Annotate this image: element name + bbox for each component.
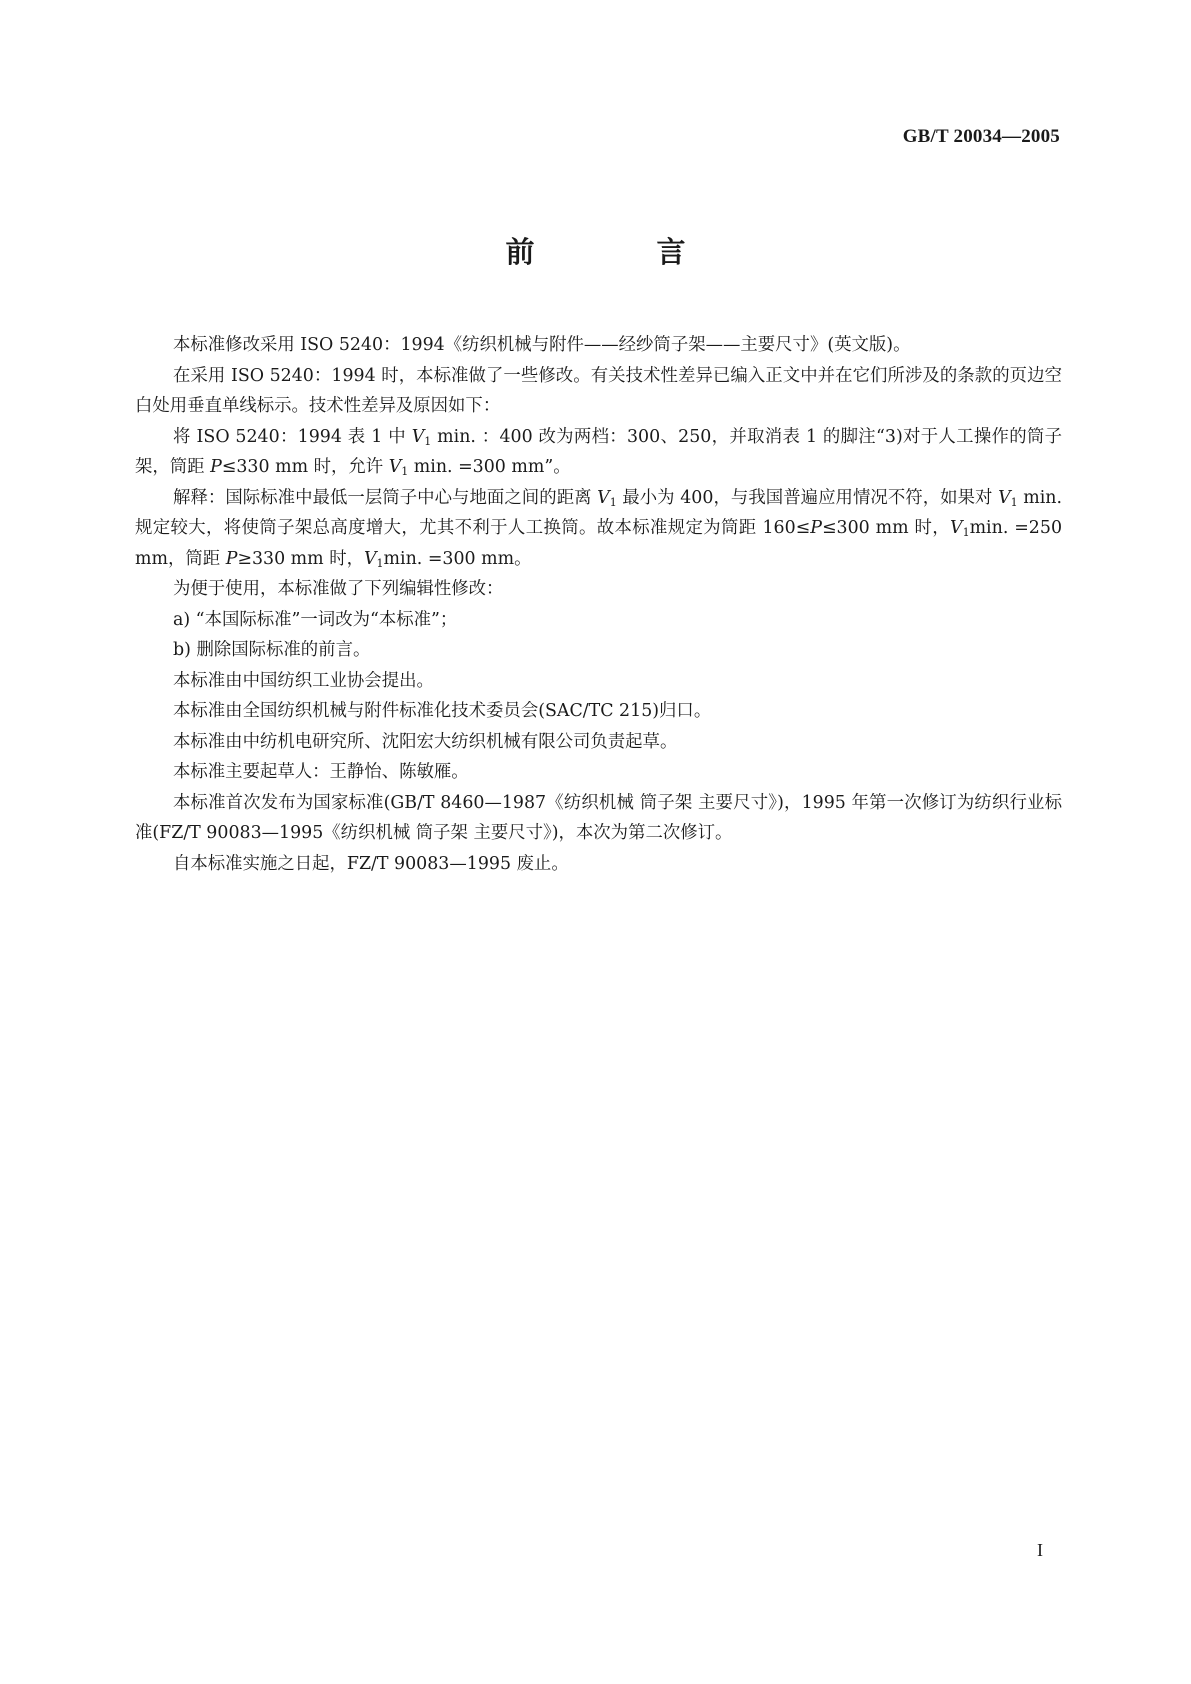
paragraph-drafters: 本标准主要起草人：王静怡、陈敏雁。 [173, 762, 469, 782]
paragraph-drafters-org: 本标准由中纺机电研究所、沈阳宏大纺织机械有限公司负责起草。 [173, 731, 678, 752]
list-item-a: a) “本国际标准”一词改为“本标准”； [173, 609, 458, 630]
page-title: 前 言 [505, 235, 742, 269]
paragraph-adoption: 本标准修改采用 ISO 5240：1994《纺织机械与附件——经纱筒子架——主要尺寸》(英文版)。 [173, 335, 911, 355]
paragraph-abolition: 自本标准实施之日起，FZ/T 90083—1995 废止。 [173, 853, 569, 874]
paragraph-modifications: 在采用 ISO 5240：1994 时，本标准做了一些修改。有关技术性差异已编入正文中并在它们所涉及的条款的页边空白处用垂直单线标示。技术性差异及原因如下： [135, 365, 1062, 416]
paragraph-history: 本标准首次发布为国家标准(GB/T 8460—1987《纺织机械 筒子架 主要尺寸》)，1995 年第一次修订为纺织行业标准(FZ/T 90083—1995《纺织机械 筒子架 主要尺寸》)，本次为第二次修订。 [135, 792, 1062, 843]
paragraph-committee: 本标准由全国纺织机械与附件标准化技术委员会(SAC/TC 215)归口。 [173, 701, 712, 721]
page-number: I [1037, 1540, 1043, 1560]
paragraph-explanation: 解释：国际标准中最低一层筒子中心与地面之间的距离 $V_1$ 最小为 400，与我国普遍应用情况不符，如果对 $V_1$ min. 规定较大，将使筒子架总高度增大，尤其不利于人工换筒。故本标准规定为筒距 160≤P≤300 mm 时，$V_1\min$. =250 mm，筒距 P≥330 mm 时，$V_1\min$. =300 mm。 [135, 487, 1063, 570]
list-item-b: b) 删除国际标准的前言。 [173, 640, 371, 660]
paragraph-proposer: 本标准由中国纺织工业协会提出。 [173, 670, 434, 691]
paragraph-technical-difference: 将 ISO 5240：1994 表 1 中 $V_1$ min. ：400 改为两档：300、250，并取消表 1 的脚注“3)对于人工操作的筒子架，筒距 P≤330 mm 时，允许 $V_1$ min. =300 mm”。 [135, 426, 1063, 478]
standard-code: GB/T 20034—2005 [902, 126, 1060, 147]
paragraph-editorial-intro: 为便于使用，本标准做了下列编辑性修改： [173, 579, 504, 599]
document-body [135, 330, 1062, 879]
